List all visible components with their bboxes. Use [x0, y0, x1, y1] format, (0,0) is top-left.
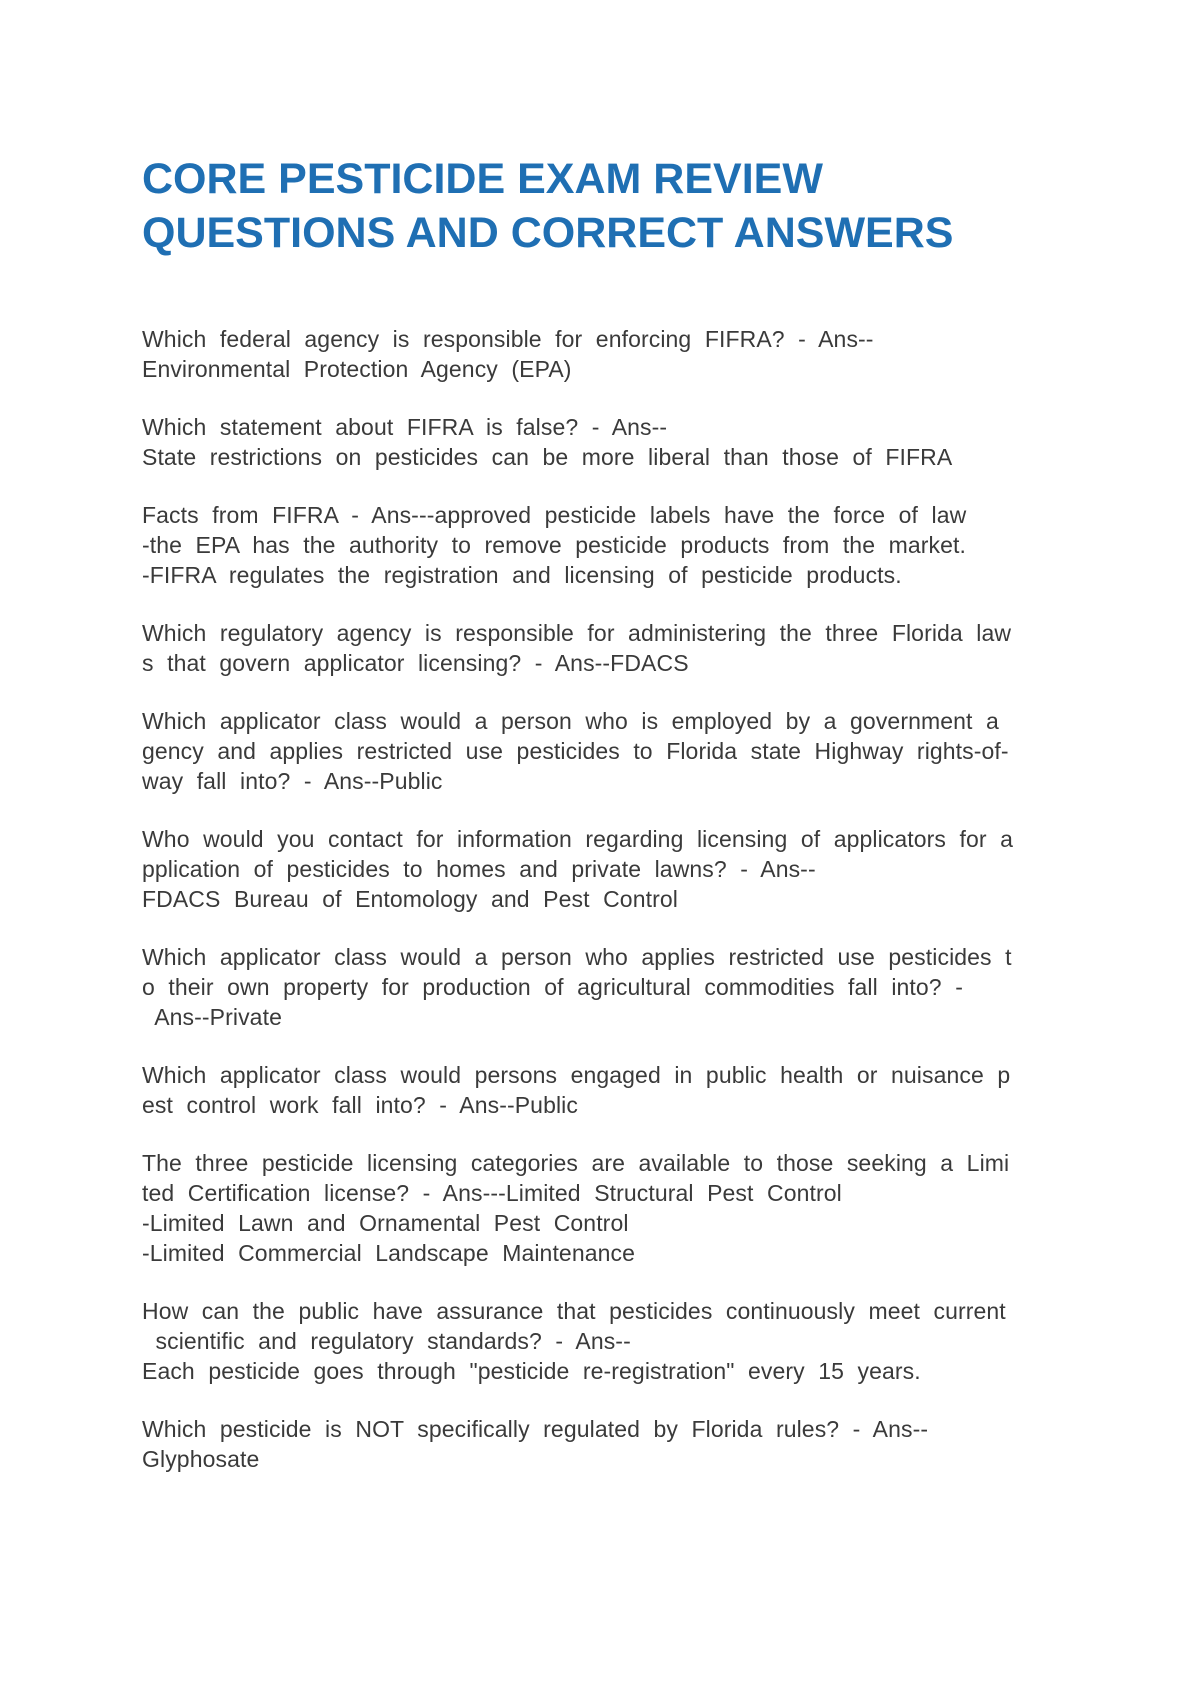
qa-line: Which statement about FIFRA is false? - Ans-- [142, 414, 668, 440]
qa-line: The three pesticide licensing categories are available to those seeking a Limi [142, 1150, 1010, 1176]
qa-line: Glyphosate [142, 1446, 260, 1472]
qa-item [142, 824, 1062, 914]
qa-item [142, 500, 1062, 590]
qa-line: -FIFRA regulates the registration and licensing of pesticide products. [142, 562, 902, 588]
qa-item [142, 942, 1062, 1032]
qa-line: State restrictions on pesticides can be more liberal than those of FIFRA [142, 444, 953, 470]
qa-line: Each pesticide goes through "pesticide re-registration" every 15 years. [142, 1358, 921, 1384]
qa-line: -Limited Lawn and Ornamental Pest Control [142, 1210, 629, 1236]
question-answer-list [142, 324, 1062, 1502]
qa-item [142, 324, 1062, 384]
qa-line: est control work fall into? - Ans--Public [142, 1092, 578, 1118]
qa-line: FDACS Bureau of Entomology and Pest Control [142, 886, 678, 912]
document-title-line-2: QUESTIONS AND CORRECT ANSWERS [142, 209, 954, 257]
qa-line: Which pesticide is NOT specifically regulated by Florida rules? - Ans-- [142, 1416, 929, 1442]
qa-line: Which federal agency is responsible for enforcing FIFRA? - Ans-- [142, 326, 874, 352]
qa-line: Which applicator class would persons engaged in public health or nuisance p [142, 1062, 1011, 1088]
qa-line: Facts from FIFRA - Ans---approved pesticide labels have the force of law [142, 502, 967, 528]
qa-line: gency and applies restricted use pesticides to Florida state Highway rights-of- [142, 738, 1009, 764]
qa-line: -Limited Commercial Landscape Maintenance [142, 1240, 635, 1266]
qa-item [142, 412, 1062, 472]
qa-line: Which applicator class would a person who applies restricted use pesticides t [142, 944, 1012, 970]
qa-line: Environmental Protection Agency (EPA) [142, 356, 572, 382]
qa-item [142, 1148, 1062, 1268]
document-title-line-1: CORE PESTICIDE EXAM REVIEW [142, 155, 823, 203]
qa-item [142, 1296, 1062, 1386]
qa-line: Ans--Private [142, 1004, 282, 1030]
qa-line: pplication of pesticides to homes and private lawns? - Ans-- [142, 856, 816, 882]
qa-line: Which applicator class would a person who is employed by a government a [142, 708, 999, 734]
qa-item [142, 1414, 1062, 1474]
qa-line: way fall into? - Ans--Public [142, 768, 443, 794]
qa-line: scientific and regulatory standards? - Ans-- [142, 1328, 631, 1354]
document-title [142, 152, 1102, 260]
qa-item [142, 618, 1062, 678]
qa-line: -the EPA has the authority to remove pesticide products from the market. [142, 532, 966, 558]
qa-item [142, 1060, 1062, 1120]
qa-line: Who would you contact for information regarding licensing of applicators for a [142, 826, 1014, 852]
qa-line: How can the public have assurance that pesticides continuously meet current [142, 1298, 1006, 1324]
qa-line: Which regulatory agency is responsible for administering the three Florida law [142, 620, 1012, 646]
qa-item [142, 706, 1062, 796]
qa-line: o their own property for production of agricultural commodities fall into? - [142, 974, 963, 1000]
qa-line: s that govern applicator licensing? - Ans--FDACS [142, 650, 689, 676]
qa-line: ted Certification license? - Ans---Limited Structural Pest Control [142, 1180, 842, 1206]
